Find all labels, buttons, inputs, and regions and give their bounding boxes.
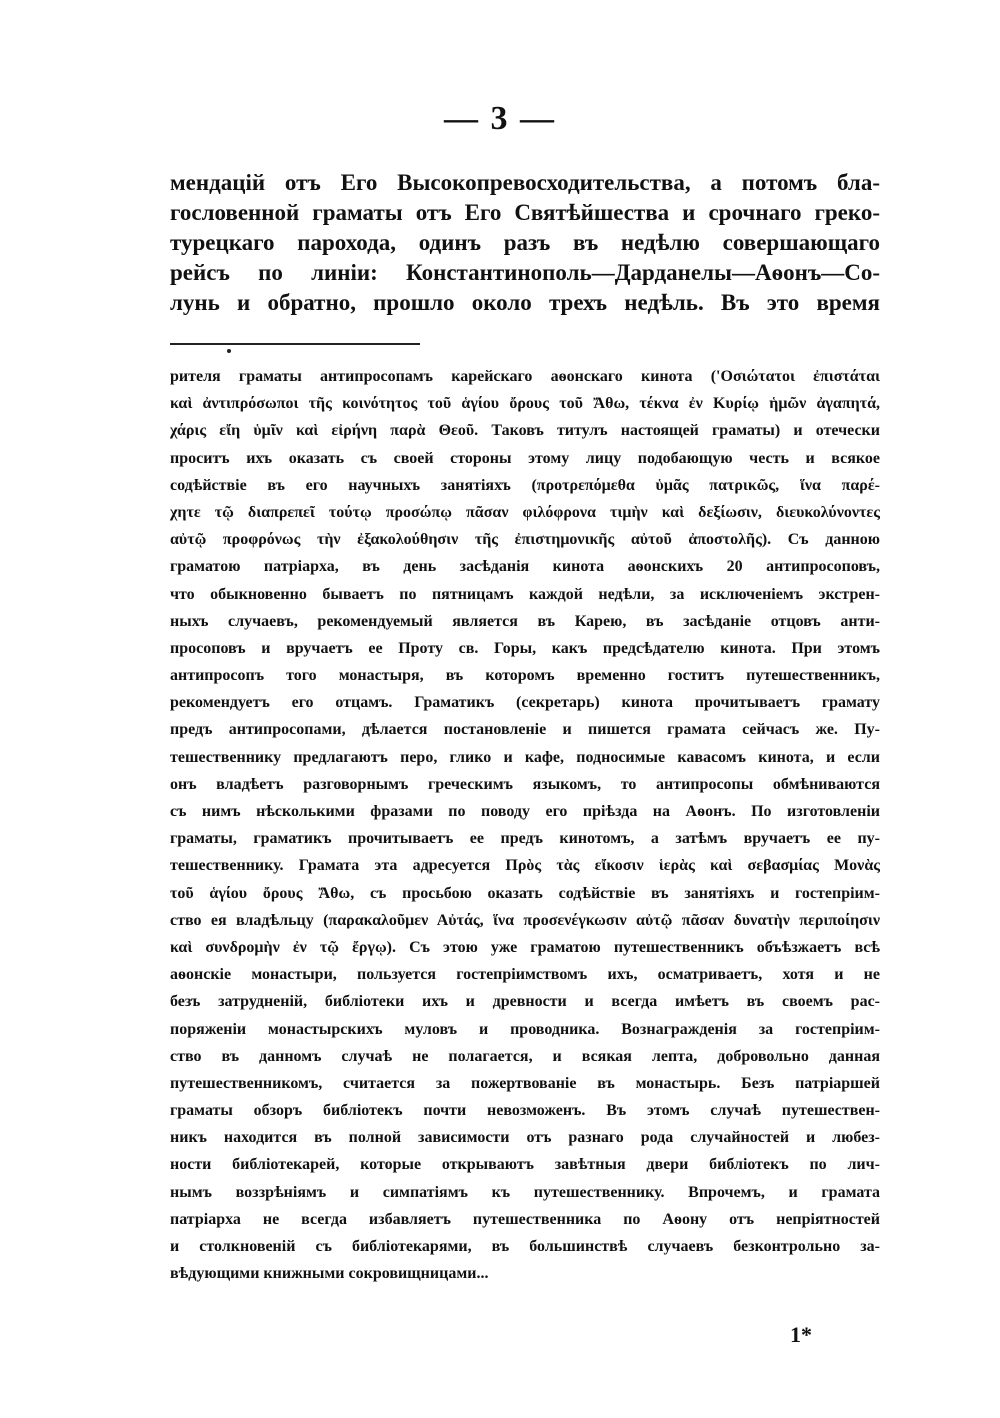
footnote-line: съ нимъ нѣсколькими фразами по поводу его пріѣзда на Аѳонъ. По изготовленіи <box>170 803 880 820</box>
footnote-line: тешественнику. Грамата эта адресуется Πρὸς τὰς εἴκοσιν ἱερὰς καὶ σεβασμίας Μονὰς <box>170 857 880 875</box>
footnote-line: никъ находится въ полной зависимости отъ разнаго рода случайностей и любез- <box>170 1129 880 1147</box>
footnote-line: тешественнику предлагаютъ перо, глико и кафе, подносимые кавасомъ кинота, и если <box>170 748 880 766</box>
footnote-line: τοῦ ἁγίου ὄρους Ἄθω, съ просьбою оказать содѣйствіе въ занятіяхъ и гостепріим- <box>170 884 880 902</box>
footnote-line: καὶ ἀντιπρόσωποι τῆς κοινότητος τοῦ ἁγίου ὄρους τοῦ Ἄθω, τέκνα ἐν Κυρίῳ ἡμῶν ἀγαπητά, <box>170 395 880 413</box>
footnote-line: рекомендуетъ его отцамъ. Граматикъ (секретарь) кинота прочитываетъ грамату <box>170 694 880 712</box>
footnote-line: поряженіи монастырскихъ муловъ и проводника. Вознагражденія за гостепріим- <box>170 1020 880 1038</box>
footnote-line: проситъ ихъ оказать съ своей стороны этому лицу подобающую честь и всякое <box>170 449 880 467</box>
footnote-line: граматою патріарха, въ день засѣданія кинота аѳонскихъ 20 антипросоповъ, <box>170 558 880 576</box>
main-text-line: лунь и обратно, прошло около трехъ недѣль. Въ это время <box>170 290 880 315</box>
footnote-line: ности библіотекарей, которые открываютъ завѣтныя двери библіотекъ по лич- <box>170 1156 880 1174</box>
footnote-line: ство ея владѣльцу (παρακαλοῦμεν Αὐτάς, ἵνα προσενέγκωσιν αὐτῷ πᾶσαν δυνατὴν περιποίησιν <box>170 911 880 929</box>
footnote-rule <box>170 343 420 345</box>
footnote-line: αὐτῷ προφρόνως τὴν ἐξακολούθησιν τῆς ἐπιστημονικῆς αὐτοῦ ἀποστολῆς). Съ данною <box>170 531 880 549</box>
footnote-line: онъ владѣетъ разговорнымъ греческимъ языкомъ, то антипросопы обмѣниваются <box>170 775 880 793</box>
main-text-line: мендацій отъ Его Высокопревосходительства, а потомъ бла- <box>170 170 880 195</box>
main-text-line: рейсъ по линіи: Константинополь—Дарданелы—Аѳонъ—Со- <box>170 260 880 285</box>
footnote-line: просоповъ и вручаетъ ее Проту св. Горы, какъ предсѣдателю кинота. При этомъ <box>170 639 880 657</box>
footnote-line: χητε τῷ διαπρεπεῖ τούτῳ προσώπῳ πᾶσαν φιλόφρονα τιμὴν καὶ δεξίωσιν, διευκολύνοντες <box>170 503 880 521</box>
footnote-line: χάρις εἴη ὑμῖν καὶ εἰρήνη παρὰ Θεοῦ. Таковъ титулъ настоящей граматы) и отечески <box>170 422 880 440</box>
footnote-marker <box>227 349 231 353</box>
footnote-line: ныхъ случаевъ, рекомендуемый является въ Карею, въ засѣданіе отцовъ анти- <box>170 612 880 630</box>
main-text-line: гословенной граматы отъ Его Святѣйшества и срочнаго греко- <box>170 200 880 225</box>
footnote-line: вѣдующими книжными сокровищницами... <box>170 1265 489 1283</box>
footnote-line: рителя граматы антипросопамъ карейскаго аѳонскаго кинота ('Οσιώτατοι ἐπιστάται <box>170 368 880 385</box>
footnote-line: предъ антипросопами, дѣлается постановленіе и пишется грамата сейчасъ же. Пу- <box>170 721 880 739</box>
main-text-line: турецкаго парохода, одинъ разъ въ недѣлю совершающаго <box>170 230 880 255</box>
footnote-line: путешественникомъ, считается за пожертвованіе въ монастырь. Безъ патріаршей <box>170 1074 880 1092</box>
main-text <box>170 168 880 318</box>
footnote-line: и столкновеній съ библіотекарями, въ большинствѣ случаевъ безконтрольно за- <box>170 1238 880 1255</box>
footnote-line: антипросопъ того монастыря, въ которомъ временно гоститъ путешественникъ, <box>170 667 880 685</box>
signature-mark: 1* <box>790 1322 812 1347</box>
footnote-text <box>170 363 880 1287</box>
page-number: — 3 — <box>444 100 556 137</box>
footnote-line: аѳонскіе монастыри, пользуется гостепріимствомъ ихъ, осматриваетъ, хотя и не <box>170 966 880 984</box>
footnote-line: патріарха не всегда избавляетъ путешественника по Аѳону отъ непріятностей <box>170 1210 880 1228</box>
footnote-line: содѣйствіе въ его научныхъ занятіяхъ (προτρεπόμεθα ὑμᾶς πατρικῶς, ἵνα παρέ- <box>170 476 880 494</box>
footnote-line: καὶ συνδρομὴν ἐν τῷ ἔργῳ). Съ этою уже граматою путешественникъ объѣзжаетъ всѣ <box>170 938 880 956</box>
footnote-line: безъ затрудненій, библіотеки ихъ и древности и всегда имѣетъ въ своемъ рас- <box>170 993 880 1011</box>
footnote-line: нымъ воззрѣніямъ и симпатіямъ къ путешественнику. Впрочемъ, и грамата <box>170 1183 880 1201</box>
footnote-line: граматы обзоръ библіотекъ почти невозможенъ. Въ этомъ случаѣ путешествен- <box>170 1102 880 1120</box>
footnote-line: что обыкновенно бываетъ по пятницамъ каждой недѣли, за исключеніемъ экстрен- <box>170 585 880 603</box>
footnote-line: ство въ данномъ случаѣ не полагается, и всякая лепта, добровольно данная <box>170 1047 880 1065</box>
footnote-line: граматы, граматикъ прочитываетъ ее предъ кинотомъ, а затѣмъ вручаетъ ее пу- <box>170 830 880 848</box>
